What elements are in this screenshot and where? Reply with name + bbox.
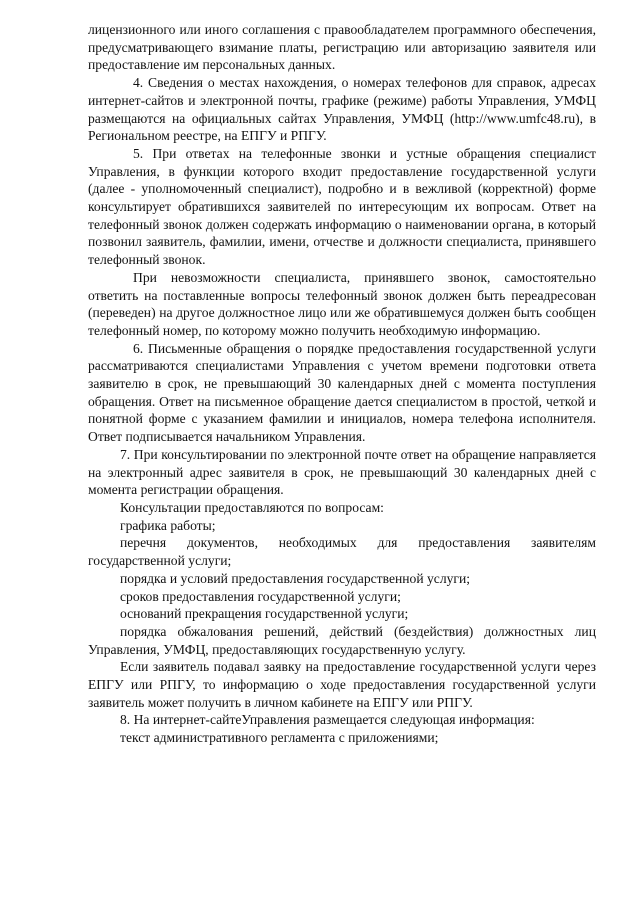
list-item: графика работы; [120, 517, 216, 533]
paragraph-license-continuation: лицензионного или иного соглашения с правообладателем программного обеспечения, предусматривающего взимание платы, регистрацию или авторизацию заявителя или предоставление им персональных данных. [88, 22, 596, 73]
list-item: порядка обжалования решений, действий (бездействия) должностных лиц Управления, УМФЦ, предоставляющих государственную услугу. [88, 623, 596, 657]
paragraph-item-7: 7. При консультировании по электронной почте ответ на обращение направляется на электронный адрес заявителя в срок, не превышающий 30 календарных дней с момента регистрации обращения. [88, 446, 596, 498]
paragraph-item-6: 6. Письменные обращения о порядке предоставления государственной услуги рассматриваются специалистами Управления с учетом времени подготовки ответа заявителю в срок, не превышающий 30 календарных дней с момента поступления обращения. Ответ на письменное обращение дается специалистом в простой, четкой и понятной форме с указанием фамилии и инициалов, номера телефона исполнителя. Ответ подписывается начальником Управления. [88, 340, 596, 445]
paragraph-personal-cabinet: Если заявитель подавал заявку на предоставление государственной услуги через ЕПГУ или РПГУ, то информацию о ходе предоставления государственной услуги заявитель может получить в личном кабинете на ЕПГУ или РПГУ. [88, 659, 596, 710]
paragraph-item-4: 4. Сведения о местах нахождения, о номерах телефонов для справок, адресах интернет-сайтов и электронной почты, графике (режиме) работы Управления, УМФЦ размещаются на официальных сайтах Управления, УМФЦ (http://www.umfc48.ru), в Региональном реестре, на ЕПГУ и РПГУ. [88, 75, 596, 144]
paragraph-item-8: 8. На интернет-сайтеУправления размещается следующая информация: [120, 712, 535, 728]
list-item: оснований прекращения государственной услуги; [120, 606, 409, 622]
paragraph-consultations-intro: Консультации предоставляются по вопросам: [120, 499, 384, 515]
document-body [88, 21, 596, 747]
list-item: порядка и условий предоставления государственной услуги; [120, 570, 471, 586]
list-item: сроков предоставления государственной услуги; [120, 588, 401, 604]
list-item: перечня документов, необходимых для предоставления заявителям государственной услуги; [88, 535, 596, 569]
paragraph-redirect: При невозможности специалиста, принявшего звонок, самостоятельно ответить на поставленные вопросы телефонный звонок должен быть переадресован (переведен) на другое должностное лицо или же обратившемуся должен быть сообщен телефонный номер, по которому можно получить необходимую информацию. [88, 269, 596, 338]
paragraph-item-5: 5. При ответах на телефонные звонки и устные обращения специалист Управления, в функции которого входит предоставление государственной услуги (далее - уполномоченный специалист), подробно и в вежливой (корректной) форме консультирует обратившихся заявителей по интересующим их вопросам. Ответ на телефонный звонок должен содержать информацию о наименовании органа, в который позвонил заявитель, фамилии, имени, отчестве и должности специалиста, принявшего телефонный звонок. [88, 145, 596, 268]
list-item: текст административного регламента с приложениями; [120, 730, 439, 746]
